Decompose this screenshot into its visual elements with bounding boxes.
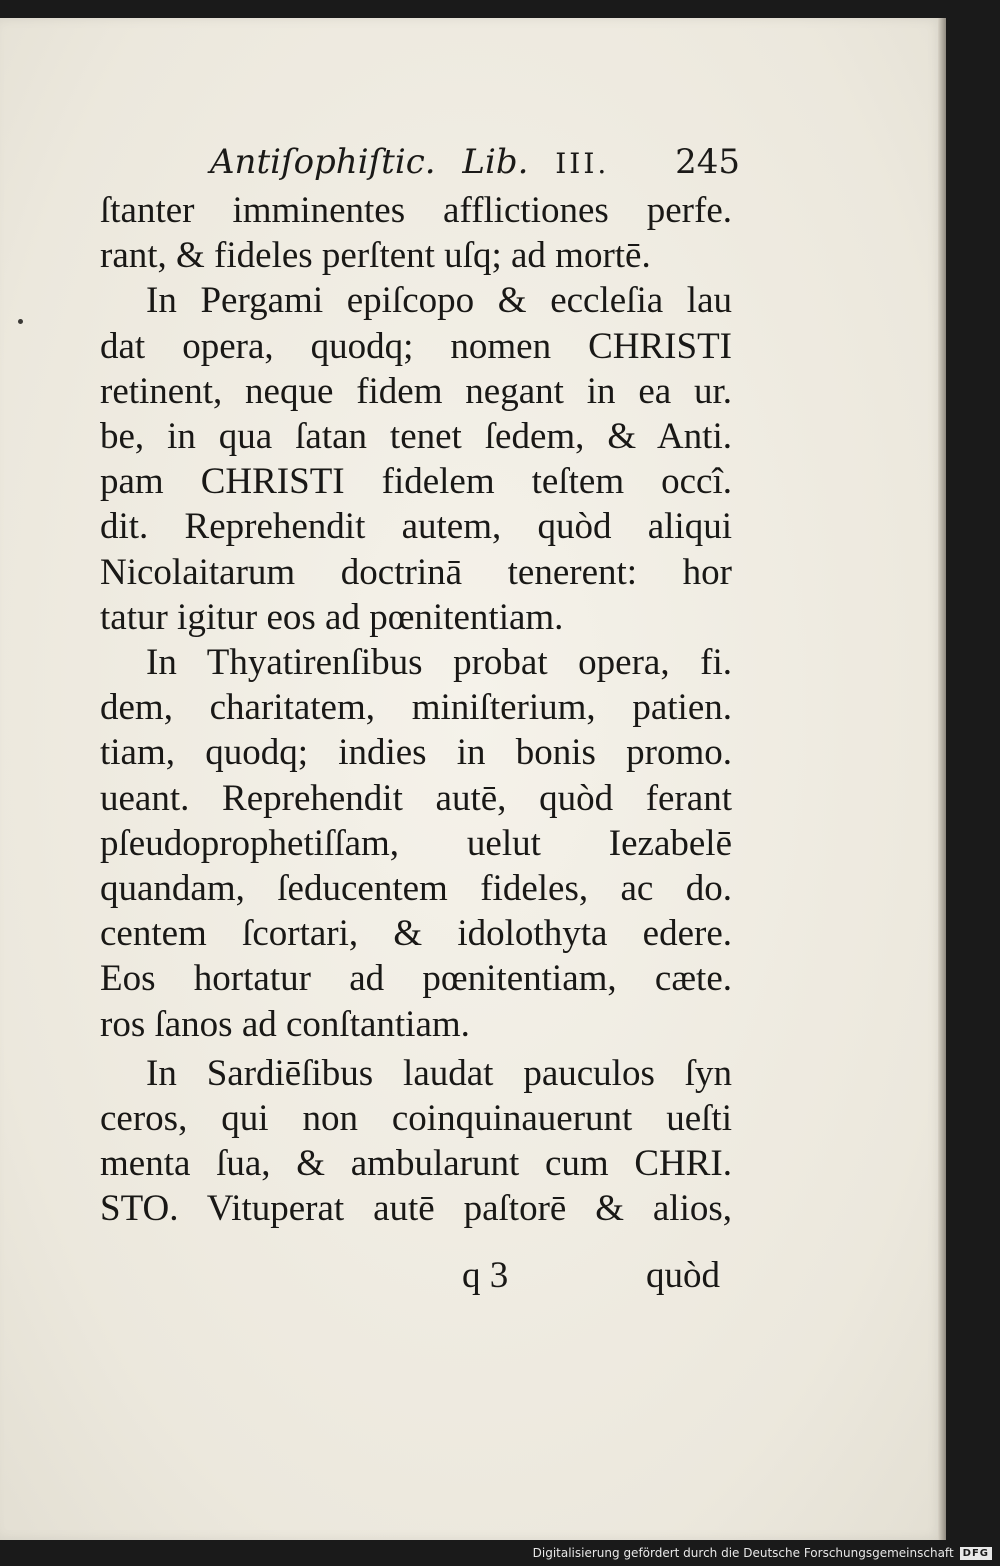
paragraph-start-line: In Sardiēſibus laudat pauculos ſyn [146, 1052, 732, 1094]
text-line: STO. Vituperat autē paſtorē & alios, [100, 1188, 732, 1230]
text-line: ros ſanos ad conſtantiam. [100, 1003, 470, 1045]
paragraph-start-line: In Pergami epiſcopo & eccleſia lau [146, 280, 732, 322]
text-line: centem ſcortari, & idolothyta edere. [100, 913, 732, 955]
text-line: ueant. Reprehendit autē, quòd ferant [100, 777, 732, 819]
running-head-book-number: III. [555, 147, 610, 180]
text-line: menta ſua, & ambularunt cum CHRI. [100, 1143, 732, 1185]
text-line: tatur igitur eos ad pœnitentiam. [100, 596, 564, 638]
text-line: rant, & fideles perſtent uſq; ad mortē. [100, 235, 651, 277]
text-line: pam CHRISTI fidelem teſtem occî. [100, 461, 732, 503]
text-line: Eos hortatur ad pœnitentiam, cæte. [100, 958, 732, 1000]
credit-text: Digitalisierung gefördert durch die Deutsche Forschungsgemeinschaft [532, 1546, 954, 1560]
digitization-credit [533, 1542, 992, 1564]
running-head [210, 142, 740, 182]
text-line: dit. Reprehendit autem, quòd aliqui [100, 506, 732, 548]
dfg-logo-icon: DFG [960, 1547, 992, 1560]
signature-mark: q 3 [462, 1255, 509, 1296]
running-head-book: Lib. [462, 142, 529, 182]
paragraph-start-line: In Thyatirenſibus probat opera, fi. [146, 642, 732, 684]
text-line: pſeudoprophetiſſam, uelut Iezabelē [100, 822, 732, 864]
running-head-title: Antiſophiſtic. [210, 142, 436, 182]
text-line: retinent, neque fidem negant in ea ur. [100, 370, 732, 412]
text-line: dat opera, quodq; nomen CHRISTI [100, 325, 732, 367]
text-line: ſtanter imminentes afflictiones perfe. [100, 190, 732, 231]
text-line: be, in qua ſatan tenet ſedem, & Anti. [100, 416, 732, 458]
page-edge [938, 18, 946, 1540]
body-text [100, 188, 732, 1232]
text-line: tiam, quodq; indies in bonis promo. [100, 732, 732, 774]
text-line: dem, charitatem, miniſterium, patien. [100, 687, 732, 729]
page-number: 245 [675, 142, 740, 182]
catchword: quòd [646, 1255, 720, 1296]
text-line: ceros, qui non coinquinauerunt ueſti [100, 1098, 732, 1140]
text-line: quandam, ſeducentem fideles, ac do. [100, 868, 732, 910]
ink-speck [18, 319, 23, 324]
page-foot [100, 1254, 720, 1298]
text-line: Nicolaitarum doctrinā tenerent: hor [100, 551, 732, 593]
